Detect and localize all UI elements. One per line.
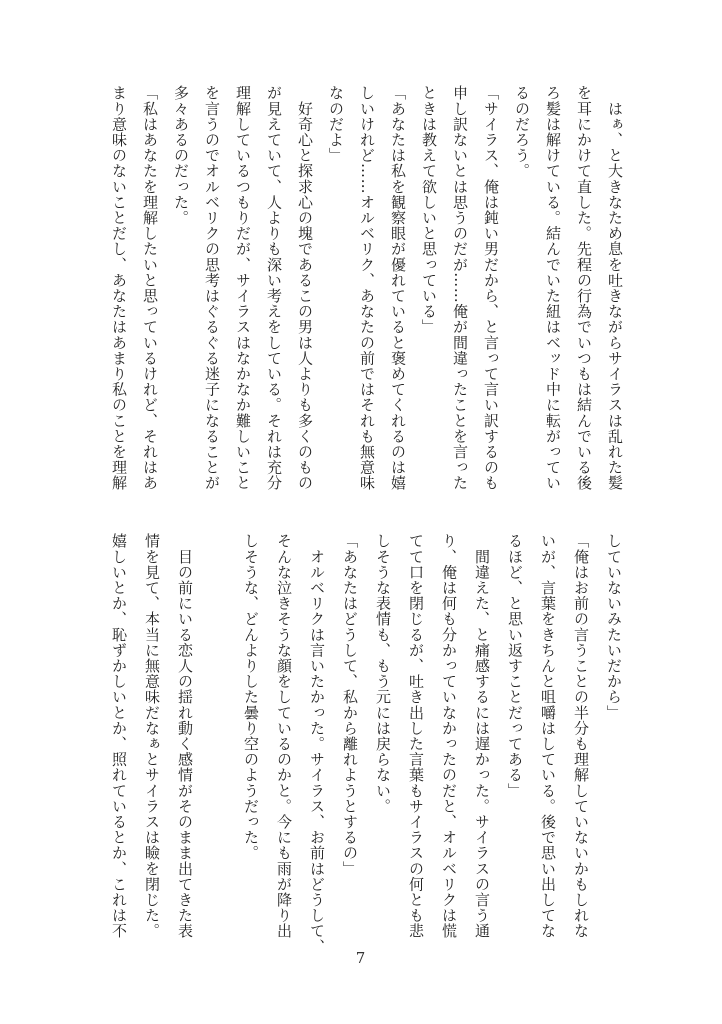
text-line: 「私はあなたを理解したいと思っているけれど、それはあ: [141, 85, 159, 491]
text-line: 申し訳ないとは思うのだが……俺が間違ったことを言った: [451, 85, 469, 491]
text-line: 間違えた、と痛感するには遅かった。サイラスの言う通: [473, 533, 491, 939]
text-line: しそうな、どんよりした曇り空のようだった。: [242, 533, 260, 861]
text-line: が見えていて、人よりも深い考えをしている。それは充分: [265, 85, 283, 491]
text-line: を耳にかけて直した。先程の行為でいつもは結んでいる後: [575, 85, 593, 491]
text-line: そんな泣きそうな顔をしているのかと。今にも雨が降り出: [275, 533, 293, 939]
text-line: しそうな表情も、もう元には戻らない。: [374, 533, 392, 814]
text-line: ろ髪は解けている。結んでいた紐はベッド中に転がってい: [544, 85, 562, 491]
text-line: 理解しているつもりだが、サイラスはなかなか難しいこと: [234, 85, 252, 491]
text-line: していないみたいだから」: [605, 533, 623, 721]
text-line: いが、言葉をきちんと咀嚼はしている。後で思い出してな: [539, 533, 557, 939]
text-line: 多々あるのだった。: [172, 85, 190, 226]
text-line: り、俺は何も分かっていなかったのだと、オルベリクは慌: [440, 533, 458, 939]
text-line: 「サイラス、俺は鈍い男だから、と言って言い訳するのも: [482, 85, 500, 491]
text-line: 嬉しいとか、恥ずかしいとか、照れているとか、これは不: [110, 533, 128, 939]
lower-text-block: [102, 533, 630, 955]
text-line: 「あなたは私を観察眼が優れていると褒めてくれるのは嬉: [389, 85, 407, 491]
page-number: 7: [355, 949, 367, 967]
text-line: はぁ、と大きなため息を吐きながらサイラスは乱れた髪: [606, 85, 624, 491]
text-line: るほど、と思い返すことだってある」: [506, 533, 524, 799]
text-line: オルベリクは言いたかった。サイラス、お前はどうして、: [308, 533, 326, 955]
text-line: しいけれど……オルベリク、あなたの前ではそれも無意味: [358, 85, 376, 491]
text-line: るのだろう。: [513, 85, 531, 179]
text-line: ときは教えて欲しいと思っている」: [420, 85, 438, 335]
text-line: [201, 533, 234, 949]
text-line: を言うのでオルベリクの思考はぐるぐる迷子になることが: [203, 85, 221, 491]
text-line: 「あなたはどうして、私から離れようとするの」: [341, 533, 359, 877]
text-line: てて口を閉じるが、吐き出した言葉もサイラスの何とも悲: [407, 533, 425, 939]
text-line: 目の前にいる恋人の揺れ動く感情がそのまま出てきた表: [176, 533, 194, 939]
text-line: まり意味のないことだし、あなたはあまり私のことを理解: [110, 85, 128, 491]
text-line: 「俺はお前の言うことの半分も理解していないかもしれな: [572, 533, 590, 939]
upper-text-block: [103, 85, 630, 501]
text-line: なのだよ」: [327, 85, 345, 163]
text-line: 情を見て、本当に無意味だなぁとサイラスは瞼を閉じた。: [143, 533, 161, 939]
text-line: 好奇心と探求心の塊であるこの男は人よりも多くのもの: [296, 85, 314, 491]
